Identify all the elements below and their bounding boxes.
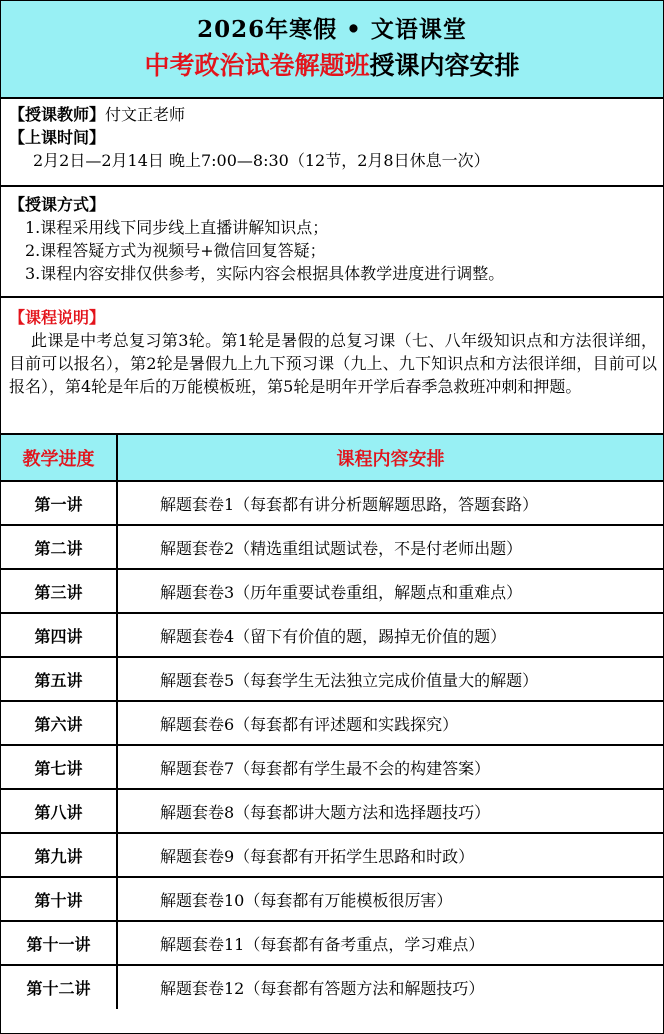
lesson-number: 第四讲: [1, 613, 117, 657]
banner-line-1: 2026年寒假 • 文语课堂: [197, 16, 467, 43]
table-row: [1, 965, 663, 1009]
lesson-content: 解题套卷9（每套都有开拓学生思路和时政）: [117, 833, 663, 877]
description-label: 【课程说明】: [9, 308, 106, 327]
lesson-number: 第二讲: [1, 525, 117, 569]
lesson-number: 第五讲: [1, 657, 117, 701]
table-row: [1, 657, 663, 701]
lesson-content: 解题套卷2（精选重组试题试卷，不是付老师出题）: [117, 525, 663, 569]
description-block: [1, 298, 663, 435]
lesson-number: 第三讲: [1, 569, 117, 613]
teacher-name: 付文正老师: [105, 105, 186, 124]
table-header-row: [1, 435, 663, 481]
banner-suffix: 授课内容安排: [369, 51, 520, 80]
header-progress: 教学进度: [1, 435, 117, 481]
table-row: [1, 481, 663, 525]
lesson-number: 第八讲: [1, 789, 117, 833]
table-row: [1, 613, 663, 657]
schedule-table: [1, 435, 663, 1009]
method-block: [1, 187, 663, 298]
schedule-detail: 2月2日—2月14日 晚上7:00—8:30（12节，2月8日休息一次）: [33, 151, 490, 170]
lesson-content: 解题套卷3（历年重要试卷重组，解题点和重难点）: [117, 569, 663, 613]
teacher-label: 【授课教师】: [9, 105, 106, 124]
lesson-content: 解题套卷1（每套都有讲分析题解题思路，答题套路）: [117, 481, 663, 525]
lesson-content: 解题套卷11（每套都有备考重点，学习难点）: [117, 921, 663, 965]
method-label: 【授课方式】: [9, 195, 106, 214]
table-row: [1, 789, 663, 833]
table-row: [1, 833, 663, 877]
table-row: [1, 745, 663, 789]
lesson-number: 第一讲: [1, 481, 117, 525]
lesson-number: 第十一讲: [1, 921, 117, 965]
table-row: [1, 921, 663, 965]
method-item: 3.课程内容安排仅供参考，实际内容会根据具体教学进度进行调整。: [25, 264, 505, 283]
lesson-content: 解题套卷4（留下有价值的题，踢掉无价值的题）: [117, 613, 663, 657]
course-name: 中考政治试卷解题班: [144, 51, 370, 80]
header-content: 课程内容安排: [117, 435, 663, 481]
lesson-content: 解题套卷8（每套都讲大题方法和选择题技巧）: [117, 789, 663, 833]
lesson-content: 解题套卷12（每套都有答题方法和解题技巧）: [160, 979, 485, 998]
method-item: 1.课程采用线下同步线上直播讲解知识点；: [25, 218, 329, 237]
banner-line-2: [1, 45, 663, 83]
schedule-label: 【上课时间】: [9, 128, 106, 147]
lesson-number: 第七讲: [1, 745, 117, 789]
method-item: 2.课程答疑方式为视频号+微信回复答疑；: [25, 241, 326, 260]
lesson-content: 解题套卷7（每套都有学生最不会的构建答案）: [117, 745, 663, 789]
teacher-time-block: [1, 99, 663, 187]
description-text: 此课是中考总复习第3轮。第1轮是暑假的总复习课（七、八年级知识点和方法很详细，目前可以报名），第2轮是暑假九上九下预习课（九上、九下知识点和方法很详细，目前可以报名），第4轮是年后的万能模板班，第5轮是明年开学后春季急救班冲刺和押题。: [9, 331, 657, 396]
lesson-number: 第十二讲: [1, 965, 117, 1009]
table-row: [1, 569, 663, 613]
lesson-number: 第六讲: [1, 701, 117, 745]
table-row: [1, 701, 663, 745]
table-row: [1, 525, 663, 569]
lesson-number: 第九讲: [1, 833, 117, 877]
title-banner: [1, 1, 663, 99]
table-row: [1, 877, 663, 921]
lesson-number: 第十讲: [1, 877, 117, 921]
lesson-content: 解题套卷5（每套学生无法独立完成价值量大的解题）: [117, 657, 663, 701]
teacher-line: [9, 103, 657, 126]
lesson-content: 解题套卷10（每套都有万能模板很厉害）: [117, 877, 663, 921]
lesson-content: 解题套卷6（每套都有评述题和实践探究）: [117, 701, 663, 745]
